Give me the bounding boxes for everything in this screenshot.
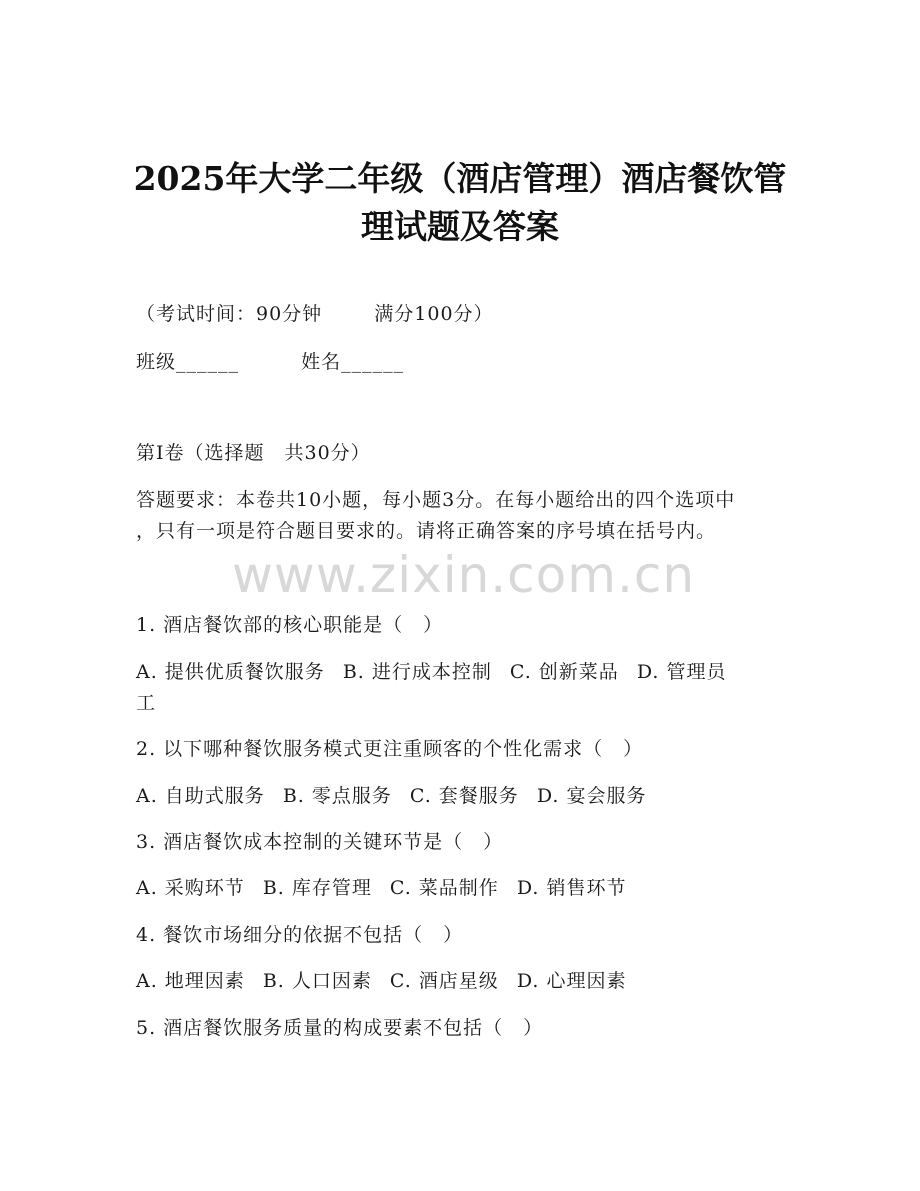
question-stem: 2. 以下哪种餐饮服务模式更注重顾客的个性化需求（ ） (136, 738, 644, 760)
watermark: www.zixin.com.cn (232, 546, 696, 604)
question-stem: 4. 餐饮市场细分的依据不包括（ ） (136, 924, 464, 946)
exam-full-score: 满分100分） (374, 303, 494, 325)
exam-time: （考试时间：90分钟 (136, 303, 323, 325)
option-c: C. 酒店星级 (389, 970, 499, 992)
question-stem: 3. 酒店餐饮成本控制的关键环节是（ ） (136, 831, 504, 853)
student-info (136, 349, 404, 375)
exam-title-line-2: 理试题及答案 (361, 207, 559, 246)
section-heading: 第I卷（选择题 共30分） (136, 442, 371, 464)
option-a: A. 地理因素 (136, 970, 245, 992)
option-c: C. 创新菜品 (509, 661, 619, 683)
class-field: 班级______ (136, 351, 240, 373)
question-stem: 5. 酒店餐饮服务质量的构成要素不包括（ ） (136, 1017, 544, 1039)
question-options (136, 659, 744, 685)
option-b: B. 人口因素 (262, 970, 372, 992)
instructions-line-2: ，只有一项是符合题目要求的。请将正确答案的序号填在括号内。 (136, 520, 717, 542)
name-field: 姓名______ (301, 351, 405, 373)
option-a: A. 提供优质餐饮服务 (136, 661, 325, 683)
option-a: A. 采购环节 (136, 877, 245, 899)
question-stem: 1. 酒店餐饮部的核心职能是（ ） (136, 614, 444, 636)
exam-title-line-1: 2025年大学二年级（酒店管理）酒店餐饮管 (133, 159, 787, 198)
option-a: A. 自助式服务 (136, 785, 265, 807)
option-b: B. 进行成本控制 (342, 661, 492, 683)
option-b: B. 零点服务 (282, 785, 392, 807)
option-c: C. 套餐服务 (409, 785, 519, 807)
question-options (136, 968, 644, 994)
option-c: C. 菜品制作 (389, 877, 499, 899)
exam-info (136, 301, 494, 327)
instructions-line-1: 答题要求：本卷共10小题，每小题3分。在每小题给出的四个选项中 (136, 489, 736, 511)
option-b: B. 库存管理 (262, 877, 372, 899)
option-d-overflow: 工 (136, 692, 157, 714)
option-d: D. 宴会服务 (536, 785, 647, 807)
question-options (136, 783, 664, 809)
option-d: D. 管理员 (636, 661, 727, 683)
option-d: D. 销售环节 (516, 877, 627, 899)
question-options (136, 875, 644, 901)
option-d: D. 心理因素 (516, 970, 627, 992)
